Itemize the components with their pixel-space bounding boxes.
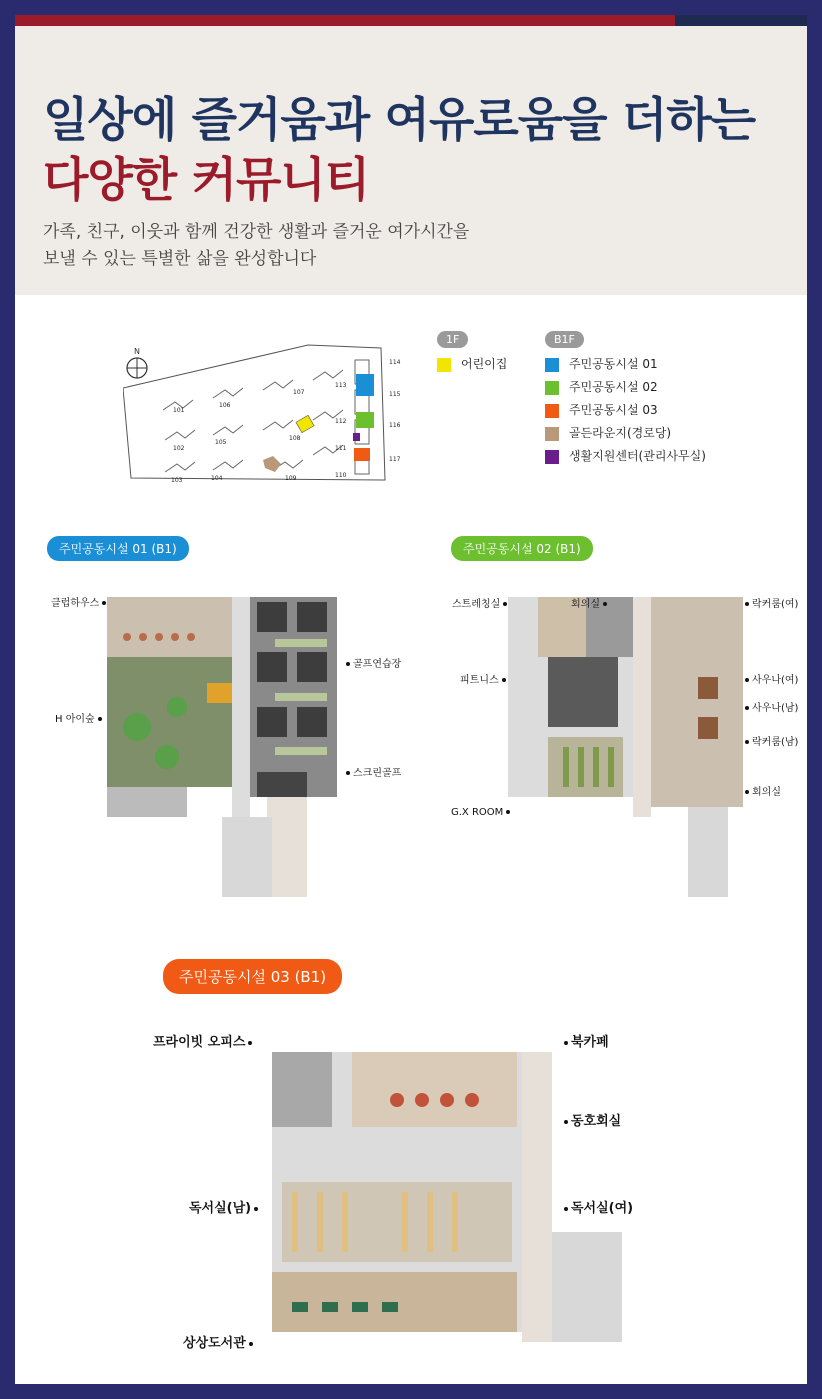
legend-item-facility-01: 주민공동시설 01 — [545, 355, 658, 372]
north-label: N — [134, 347, 140, 356]
bldg-102: 102 — [173, 445, 185, 452]
legend-item-facility-02: 주민공동시설 02 — [545, 378, 658, 395]
legend-b1f-pill: B1F — [545, 331, 584, 348]
label-clubhouse: 클럽하우스 — [51, 594, 109, 609]
label-sauna-male: 사우나(남) — [742, 699, 798, 714]
label-locker-female: 락커룸(여) — [742, 595, 798, 610]
label-h-island: H 아이숲 — [55, 710, 105, 725]
bldg-109: 109 — [285, 475, 297, 482]
north-compass-icon — [127, 347, 147, 378]
facility-02-badge: 주민공동시설 02 (B1) — [451, 536, 593, 561]
label-fitness: 피트니스 — [460, 671, 509, 686]
bldg-101: 101 — [173, 407, 185, 414]
bldg-105: 105 — [215, 439, 227, 446]
label-gx-room: G.X ROOM — [451, 807, 513, 818]
label-private-office: 프라이빗 오피스 — [153, 1031, 255, 1050]
bldg-116: 116 — [389, 422, 401, 429]
facility-01-badge: 주민공동시설 01 (B1) — [47, 536, 189, 561]
label-stretching: 스트레칭실 — [452, 595, 510, 610]
bldg-117: 117 — [389, 456, 401, 463]
label-meeting-2: 회의실 — [742, 783, 781, 798]
label-golf-practice: 골프연습장 — [343, 655, 401, 670]
facility-01-floorplan — [107, 597, 337, 899]
legend-item-support-center: 생활지원센터(관리사무실) — [545, 447, 706, 464]
label-book-cafe: 북카페 — [561, 1031, 609, 1050]
title-line-1: 일상에 즐거움과 여유로움을 더하는 — [43, 93, 756, 148]
legend-item-daycare: 어린이집 — [437, 355, 507, 372]
bldg-112: 112 — [335, 418, 347, 425]
label-study-female: 독서실(여) — [561, 1197, 633, 1216]
label-study-male: 독서실(남) — [189, 1197, 261, 1216]
accent-bar-navy — [675, 15, 807, 26]
legend-1f-pill: 1F — [437, 331, 468, 348]
bldg-103: 103 — [171, 477, 183, 484]
label-sauna-female: 사우나(여) — [742, 671, 798, 686]
bldg-113: 113 — [335, 382, 347, 389]
bldg-110: 110 — [335, 472, 347, 479]
label-club-room: 동호회실 — [561, 1110, 621, 1129]
bldg-107: 107 — [293, 389, 305, 396]
header-section — [15, 15, 807, 295]
subtitle-line-2: 보낼 수 있는 특별한 삶을 완성합니다 — [43, 249, 317, 269]
facility-03-badge: 주민공동시설 03 (B1) — [163, 959, 342, 994]
bldg-106: 106 — [219, 402, 231, 409]
legend-item-golden-lounge: 골든라운지(경로당) — [545, 424, 671, 441]
bldg-114: 114 — [389, 359, 401, 366]
label-library: 상상도서관 — [183, 1332, 256, 1351]
facility-02-floorplan — [508, 597, 743, 899]
bldg-115: 115 — [389, 391, 401, 398]
site-map — [123, 330, 413, 490]
page-frame — [15, 15, 807, 1384]
label-meeting: 회의실 — [571, 595, 610, 610]
bldg-108: 108 — [289, 435, 301, 442]
label-screen-golf: 스크린골프 — [343, 764, 401, 779]
title-line-2: 다양한 커뮤니티 — [43, 153, 370, 208]
legend-item-facility-03: 주민공동시설 03 — [545, 401, 658, 418]
subtitle — [43, 219, 469, 273]
bldg-104: 104 — [211, 475, 223, 482]
subtitle-line-1: 가족, 친구, 이웃과 함께 건강한 생활과 즐거운 여가시간을 — [43, 222, 470, 242]
label-locker-male: 락커룸(남) — [742, 733, 798, 748]
bldg-111: 111 — [335, 445, 347, 452]
accent-bar-red — [15, 15, 675, 26]
